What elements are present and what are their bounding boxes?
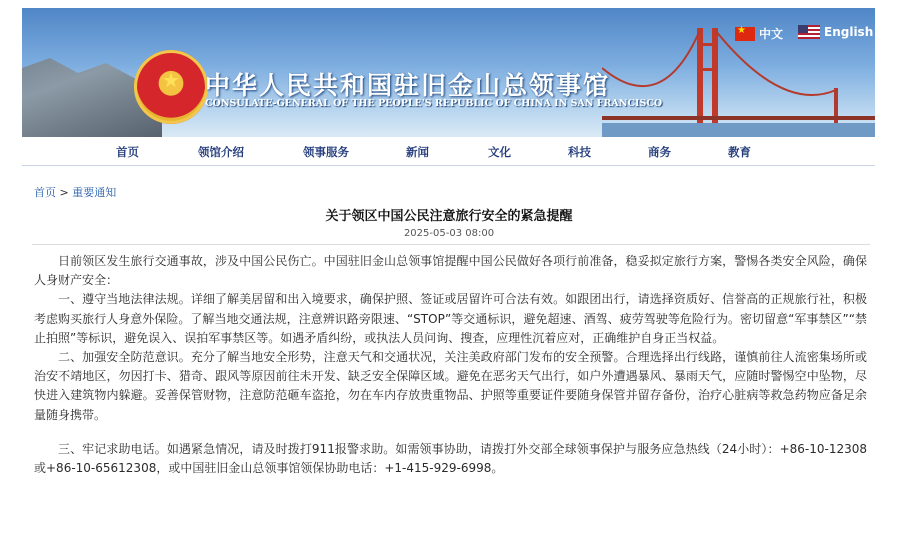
site-banner: [22, 8, 875, 137]
nav-divider: [22, 165, 875, 166]
nav-item-tech[interactable]: 科技: [568, 145, 591, 159]
lang-switch-cn[interactable]: [735, 25, 783, 42]
breadcrumb-current-link[interactable]: 重要通知: [72, 186, 117, 199]
national-emblem-icon: ★: [134, 50, 208, 124]
nav-item-about[interactable]: 领馆介绍: [198, 145, 244, 159]
lang-cn-label: 中文: [759, 27, 784, 41]
nav-item-news[interactable]: 新闻: [406, 145, 429, 159]
article-paragraph-intro: 日前领区发生旅行交通事故，涉及中国公民伤亡。中国驻旧金山总领事馆提醒中国公民做好各项行前准备，稳妥拟定旅行方案，警惕各类安全风险，确保人身财产安全：: [34, 254, 867, 288]
article-paragraph-laws: 一、遵守当地法律法规。详细了解美居留和出入境要求，确保护照、签证或居留许可合法有效。如跟团出行，请选择资质好、信誉高的正规旅行社，积极考虑购买旅行人身意外保险。了解当地交通法规，注意辨识路旁限速、“STOP”等交通标识，避免超速、酒驾、疲劳驾驶等危险行为。密切留意“军事禁区”“禁止拍照”等标识，避免误入、误拍军事禁区等。如遇矛盾纠纷，或执法人员问询、搜查，应理性沉着应对，正确维护自身正当权益。: [34, 292, 867, 345]
article-paragraph-emergency: 三、牢记求助电话。如遇紧急情况，请及时拨打911报警求助。如需领事协助，请拨打外交部全球领事保护与服务应急热线（24小时）：+86-10-12308或+86-10-65612308，或中国驻旧金山总领事馆领保协助电话：+1-415-929-6998。: [34, 441, 867, 476]
article-date: 2025-05-03 08:00: [403, 228, 495, 239]
breadcrumb-home-link[interactable]: 首页: [34, 186, 56, 199]
china-flag-icon: [735, 27, 755, 41]
site-title-cn: 中华人民共和国驻旧金山总领事馆: [205, 71, 611, 100]
nav-item-education[interactable]: 教育: [728, 145, 751, 159]
nav-item-culture[interactable]: 文化: [488, 145, 511, 159]
article-paragraph-safety: 二、加强安全防范意识。充分了解当地安全形势，注意天气和交通状况，关注美政府部门发布的安全预警。合理选择出行线路，谨慎前往人流密集场所或治安不靖地区，勿因打卡、猎奇、跟风等原因前往未开发、缺乏安全保障区域。避免在恶劣天气出行，如户外遭遇暴风、暴雨天气，应随时警惕空中坠物，尽快进入建筑物内躲避。妥善保管财物，注意防范砸车盗抢，勿在车内存放贵重物品、护照等重要证件要随身保管并留存备份，治疗心脏病等救急药物应备足余量随身携带。: [34, 350, 867, 422]
article-title: 关于领区中国公民注意旅行安全的紧急提醒: [325, 209, 573, 224]
nav-item-consular[interactable]: 领事服务: [303, 145, 349, 159]
article-body: [34, 252, 867, 478]
lang-switch-en[interactable]: [798, 25, 873, 39]
title-divider: [32, 244, 870, 245]
nav-item-business[interactable]: 商务: [648, 145, 671, 159]
lang-en-label: English: [824, 25, 874, 39]
us-flag-icon: [798, 25, 820, 39]
breadcrumb: [34, 184, 116, 200]
breadcrumb-separator: >: [59, 186, 69, 199]
nav-item-home[interactable]: 首页: [116, 145, 139, 159]
main-nav: [22, 138, 875, 164]
site-title-en: CONSULATE-GENERAL OF THE PEOPLE'S REPUBLIC OF CHINA IN SAN FRANCISCO: [205, 98, 663, 109]
